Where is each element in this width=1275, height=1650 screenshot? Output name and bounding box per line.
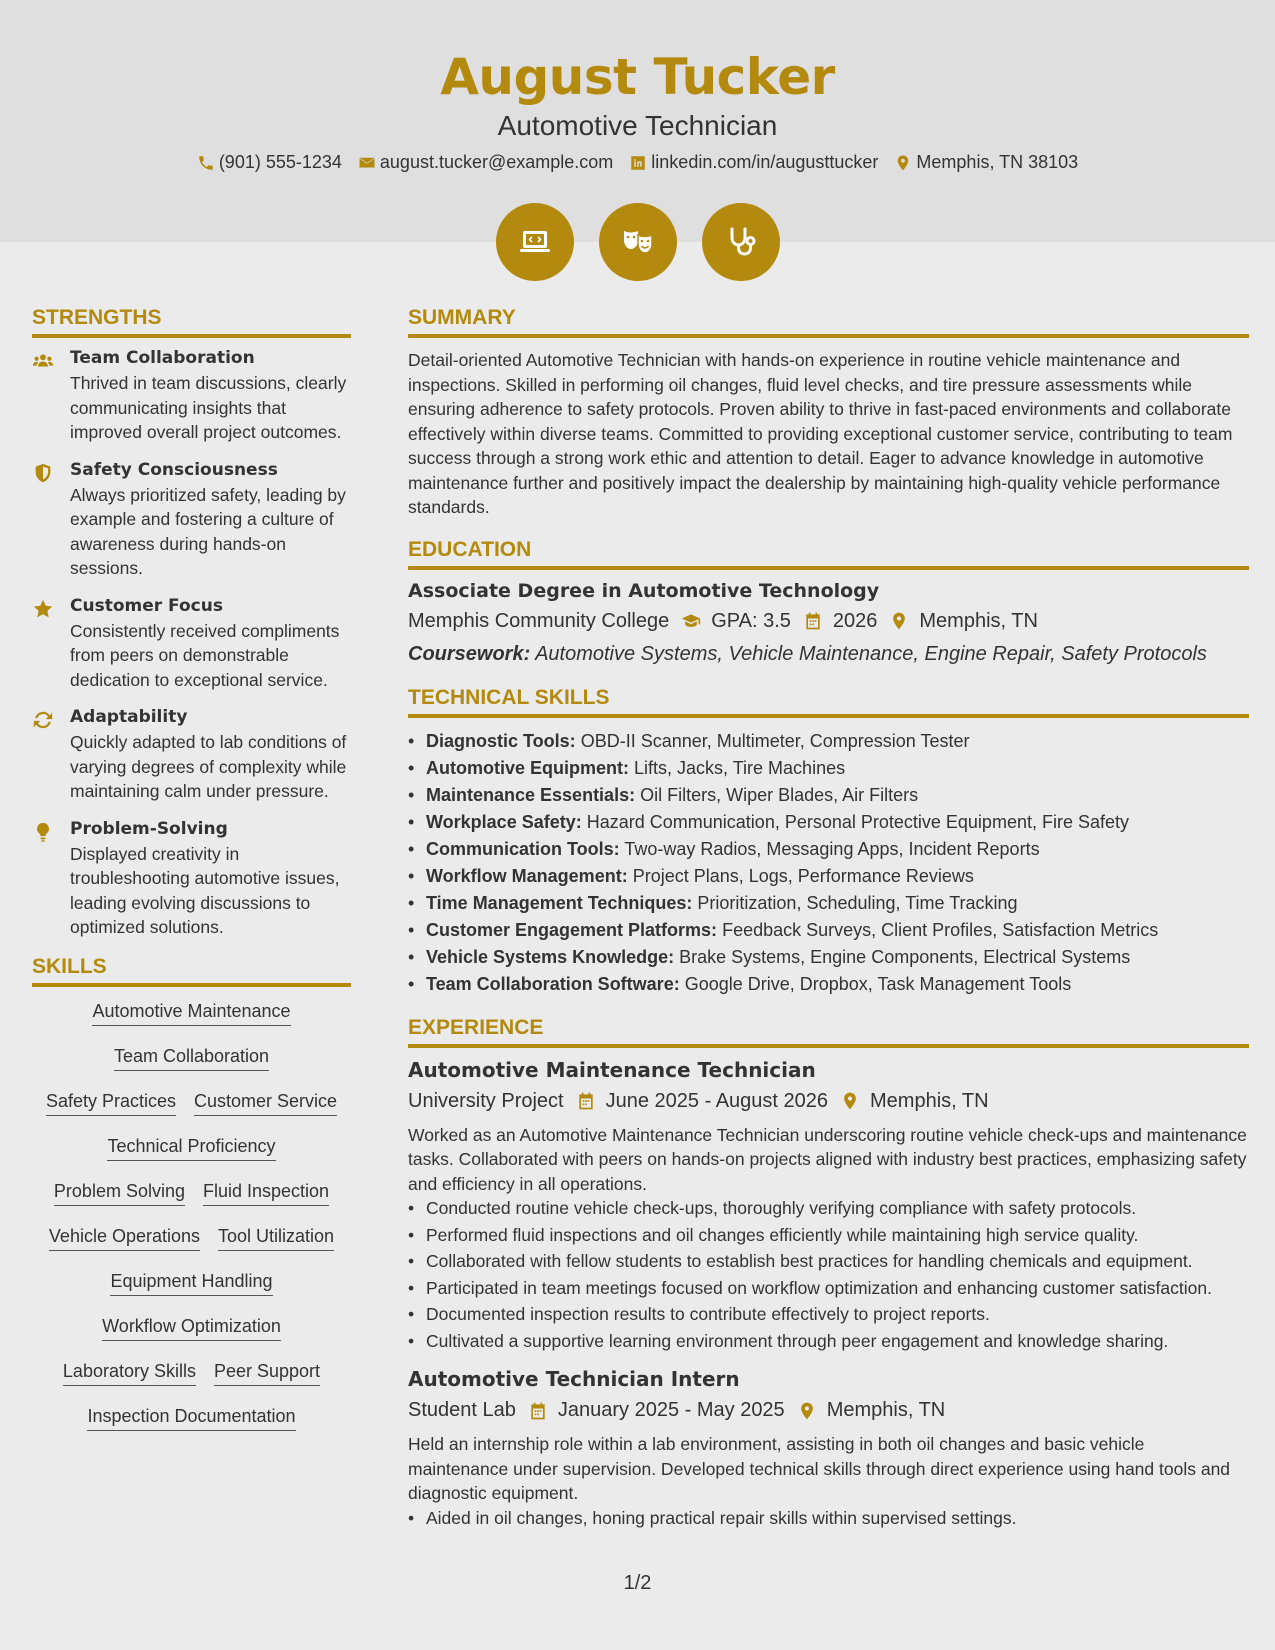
calendar-icon: [528, 1401, 548, 1421]
technical-skills-list: [408, 728, 1249, 998]
stethoscope-icon: [721, 222, 761, 262]
candidate-name: August Tucker: [440, 48, 835, 106]
list-item: • Documented inspection results to contribute effectively to project reports.: [408, 1302, 1249, 1327]
job-description: Worked as an Automotive Maintenance Technician underscoring routine vehicle check-ups and maintenance tasks. Collaborated with peers on hands-on projects aligned with industry best practices, emphasizing safety and efficiency in all operations.: [408, 1124, 1247, 1194]
skill-tag: Vehicle Operations: [49, 1226, 200, 1251]
contact-location: [894, 152, 1078, 173]
job-description: Held an internship role within a lab environment, assisting in both oil changes and basic vehicle maintenance under supervision. Developed technical skills through direct experience using hand tools and diagnostic equipment.: [408, 1434, 1231, 1503]
strength-title: Safety Consciousness: [70, 459, 278, 480]
list-item: • Aided in oil changes, honing practical repair skills within supervised settings.: [408, 1506, 1249, 1531]
list-item: • Team Collaboration Software: Google Drive, Dropbox, Task Management Tools: [408, 971, 1249, 998]
interest-badges: [0, 203, 1275, 281]
coursework-label: Coursework:: [408, 642, 531, 665]
job-org: Student Lab: [408, 1399, 516, 1421]
skill-tag: Problem Solving: [54, 1181, 185, 1206]
list-item: • Conducted routine vehicle check-ups, thoroughly verifying compliance with safety protocols.: [408, 1196, 1249, 1221]
skill-tag: Customer Service: [194, 1091, 337, 1116]
skill-tag: Automotive Maintenance: [92, 1001, 290, 1026]
list-item: • Vehicle Systems Knowledge: Brake Systems, Engine Components, Electrical Systems: [408, 944, 1249, 971]
skill-tag: Fluid Inspection: [203, 1181, 329, 1206]
list-item: • Time Management Techniques: Prioritization, Scheduling, Time Tracking: [408, 890, 1249, 917]
strength-desc: Displayed creativity in troubleshooting automotive issues, leading evolving discussions to optimized solutions.: [70, 843, 340, 937]
skill-tag: Peer Support: [214, 1361, 320, 1386]
contact-email[interactable]: [358, 152, 613, 173]
calendar-icon: [576, 1091, 596, 1111]
skill-tag: Workflow Optimization: [102, 1316, 281, 1341]
strength-title: Problem-Solving: [70, 818, 228, 839]
coursework-line: [408, 643, 1249, 666]
phone-text: (901) 555-1234: [218, 152, 342, 172]
list-item: • Customer Engagement Platforms: Feedback Surveys, Client Profiles, Satisfaction Metrics: [408, 917, 1249, 944]
strength-desc: Consistently received compliments from peers on demonstrable dedication to exceptional service.: [70, 620, 340, 690]
right-column: [408, 306, 1249, 1532]
list-item: • Collaborated with fellow students to establish best practices for handling chemicals and equipment.: [408, 1249, 1249, 1274]
strength-item: [32, 707, 351, 804]
laptop-code-icon: [515, 222, 555, 262]
technical-skills-heading: TECHNICAL SKILLS: [408, 686, 1249, 718]
job-title: Automotive Technician Intern: [408, 1367, 740, 1391]
users-icon: [32, 350, 54, 372]
contact-linkedin[interactable]: [629, 152, 878, 173]
skill-tag: Tool Utilization: [218, 1226, 334, 1251]
list-item: • Performed fluid inspections and oil changes efficiently while maintaining high service quality.: [408, 1223, 1249, 1248]
experience-heading: EXPERIENCE: [408, 1016, 1249, 1048]
strength-desc: Quickly adapted to lab conditions of varying degrees of complexity while maintaining calm under pressure.: [70, 732, 347, 801]
school-name: Memphis Community College: [408, 609, 670, 632]
summary-text: Detail-oriented Automotive Technician with hands-on experience in routine vehicle maintenance and inspections. Skilled in performing oil changes, fluid level checks, and tire pressure assessments while ensuring adherence to safety protocols. Proven ability to thrive in fast-paced environments and collaborate effectively within diverse teams. Committed to providing exceptional customer service, contributing to team success through a strong work ethic and attention to detail. Eager to advance knowledge in automotive maintenance further and positively impact the dealership by maintaining high-quality vehicle performance standards.: [408, 350, 1233, 517]
list-item: • Workflow Management: Project Plans, Logs, Performance Reviews: [408, 863, 1249, 890]
map-pin-icon: [840, 1091, 860, 1111]
skill-tag: Safety Practices: [46, 1091, 176, 1116]
contact-phone[interactable]: [197, 152, 342, 173]
contact-bar: [0, 152, 1275, 173]
strength-desc: Thrived in team discussions, clearly communicating insights that improved overall project outcomes.: [70, 373, 347, 442]
coursework-text: Automotive Systems, Vehicle Maintenance, Engine Repair, Safety Protocols: [535, 642, 1207, 665]
skill-tag: Team Collaboration: [114, 1046, 269, 1071]
lightbulb-icon: [32, 821, 54, 843]
job-location: Memphis, TN: [870, 1089, 989, 1112]
job-location: Memphis, TN: [826, 1399, 946, 1421]
list-item: • Automotive Equipment: Lifts, Jacks, Tire Machines: [408, 755, 1249, 782]
education-heading: EDUCATION: [408, 538, 1249, 570]
strength-item: [32, 819, 351, 940]
map-pin-icon: [889, 611, 909, 631]
map-pin-icon: [894, 154, 912, 172]
strength-item: [32, 348, 351, 445]
education-meta: [408, 610, 1249, 633]
job-entry: [408, 1058, 1249, 1354]
list-item: • Participated in team meetings focused on workflow optimization and enhancing customer satisfaction.: [408, 1276, 1249, 1301]
strength-title: Customer Focus: [70, 595, 223, 616]
refresh-icon: [32, 709, 54, 731]
list-item: • Communication Tools: Two-way Radios, Messaging Apps, Incident Reports: [408, 836, 1249, 863]
laptop-code-badge: [496, 203, 574, 281]
location-text: Memphis, TN 38103: [916, 152, 1079, 172]
list-item: • Maintenance Essentials: Oil Filters, Wiper Blades, Air Filters: [408, 782, 1249, 809]
linkedin-icon: [629, 154, 647, 172]
stethoscope-badge: [702, 203, 780, 281]
skill-tag: Laboratory Skills: [63, 1361, 196, 1386]
job-meta: [408, 1090, 1249, 1113]
list-item: • Diagnostic Tools: OBD-II Scanner, Multimeter, Compression Tester: [408, 728, 1249, 755]
linkedin-text: linkedin.com/in/augusttucker: [651, 152, 879, 172]
strength-title: Team Collaboration: [70, 348, 255, 368]
summary-heading: SUMMARY: [408, 306, 1249, 338]
job-bullets: [408, 1196, 1249, 1353]
job-dates: January 2025 - May 2025: [557, 1399, 785, 1421]
job-meta: [408, 1399, 1249, 1422]
calendar-icon: [803, 611, 823, 631]
star-icon: [32, 598, 54, 620]
page-number: 1/2: [623, 1572, 652, 1594]
job-org: University Project: [408, 1089, 564, 1112]
strength-desc: Always prioritized safety, leading by example and fostering a culture of awareness during hands-on sessions.: [70, 484, 346, 578]
degree-title: Associate Degree in Automotive Technology: [408, 579, 880, 602]
shield-icon: [32, 462, 54, 484]
school-location: Memphis, TN: [919, 609, 1038, 632]
strength-item: [32, 596, 351, 693]
graduation-year: 2026: [832, 609, 878, 632]
candidate-role: Automotive Technician: [497, 110, 778, 141]
gpa-text: GPA: 3.5: [711, 609, 791, 632]
phone-icon: [197, 154, 215, 172]
envelope-icon: [358, 154, 376, 172]
theater-masks-badge: [599, 203, 677, 281]
strengths-heading: STRENGTHS: [32, 306, 351, 338]
strength-title: Adaptability: [70, 707, 188, 727]
list-item: • Cultivated a supportive learning environment through peer engagement and knowledge sharing.: [408, 1329, 1249, 1354]
graduation-cap-icon: [681, 611, 701, 631]
skill-tag: Inspection Documentation: [87, 1406, 295, 1431]
job-dates: June 2025 - August 2026: [605, 1089, 829, 1112]
skills-tags: [32, 1001, 351, 1451]
map-pin-icon: [797, 1401, 817, 1421]
left-column: [32, 306, 351, 1451]
theater-masks-icon: [618, 222, 658, 262]
job-title: Automotive Maintenance Technician: [408, 1057, 816, 1082]
skills-heading: SKILLS: [32, 955, 351, 987]
strength-item: [32, 460, 351, 581]
job-bullets: [408, 1506, 1249, 1531]
email-text: august.tucker@example.com: [379, 152, 614, 172]
skill-tag: Technical Proficiency: [107, 1136, 275, 1161]
list-item: • Workplace Safety: Hazard Communication, Personal Protective Equipment, Fire Safety: [408, 809, 1249, 836]
job-entry: [408, 1367, 1249, 1530]
skill-tag: Equipment Handling: [110, 1271, 272, 1296]
